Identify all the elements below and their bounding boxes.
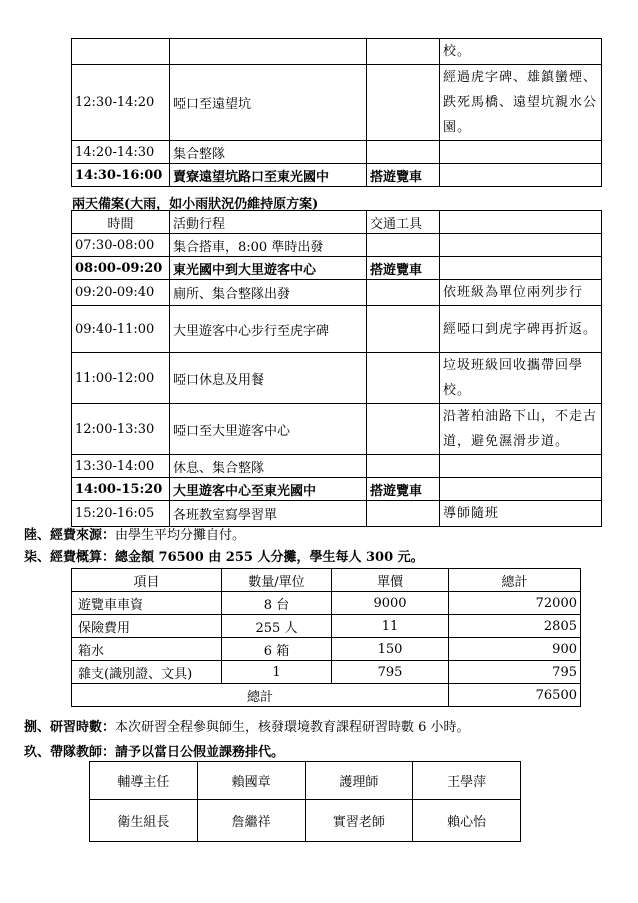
schedule-time-cell: 13:30-14:00 <box>72 455 170 478</box>
budget-row <box>72 615 581 638</box>
leaders <box>24 741 284 760</box>
staff-name-cell: 賴心怡 <box>413 800 521 842</box>
study-hours-text: 本次研習全程參與師生，核發環境教育課程研習時數 6 小時。 <box>115 720 470 735</box>
schedule-activity-cell: 大里遊客中心步行至虎字碑 <box>170 306 367 353</box>
schedule-note-cell <box>440 164 602 187</box>
schedule-activity-cell: 啞口至大里遊客中心 <box>170 404 367 455</box>
schedule-note-cell <box>440 234 602 257</box>
staff-name-cell: 詹繼祥 <box>197 800 305 842</box>
schedule-activity-cell: 休息、集合整隊 <box>170 455 367 478</box>
budget-cell: 雜支(識別證、文具) <box>72 661 222 684</box>
schedule-transport-cell <box>367 141 440 164</box>
schedule-transport-cell <box>367 306 440 353</box>
schedule-activity-cell: 集合整隊 <box>170 141 367 164</box>
schedule-note-cell: 經過虎字碑、雄鎮蠻煙、跌死馬橋、遠望坑親水公園。 <box>440 65 602 141</box>
budget-header-cell: 項目 <box>72 569 222 592</box>
schedule-row <box>72 65 602 141</box>
schedule-activity-cell: 賣寮遠望坑路口至東光國中 <box>170 164 367 187</box>
schedule-note-cell <box>440 478 602 501</box>
schedule-time-cell: 12:00-13:30 <box>72 404 170 455</box>
schedule-row <box>72 39 602 65</box>
staff-name-cell: 王學萍 <box>413 762 521 800</box>
schedule-row <box>72 455 602 478</box>
schedule-note-cell: 導師隨班 <box>440 501 602 527</box>
schedule-transport-cell <box>367 65 440 141</box>
schedule-transport-cell <box>367 501 440 527</box>
schedule-activity-cell: 集合搭車，8:00 準時出發 <box>170 234 367 257</box>
schedule-activity-cell: 大里遊客中心至東光國中 <box>170 478 367 501</box>
header-time: 時間 <box>72 211 170 234</box>
staff-name-cell: 賴國章 <box>197 762 305 800</box>
budget-cell: 900 <box>449 638 581 661</box>
schedule-time-cell: 11:00-12:00 <box>72 353 170 404</box>
budget-cell: 255 人 <box>222 615 332 638</box>
schedule-note-cell: 依班級為單位兩列步行 <box>440 280 602 306</box>
schedule-row <box>72 164 602 187</box>
budget-cell: 保險費用 <box>72 615 222 638</box>
schedule-transport-cell: 搭遊覽車 <box>367 257 440 280</box>
rain-schedule-table <box>71 210 602 527</box>
schedule-transport-cell <box>367 455 440 478</box>
rain-header-row <box>72 211 602 234</box>
schedule-transport-cell <box>367 404 440 455</box>
schedule-transport-cell <box>367 234 440 257</box>
budget-header-cell: 單價 <box>332 569 449 592</box>
study-hours <box>24 716 470 735</box>
budget-cell: 1 <box>222 661 332 684</box>
schedule-row <box>72 501 602 527</box>
schedule-note-cell <box>440 257 602 280</box>
schedule-table <box>71 38 602 187</box>
header-activity: 活動行程 <box>170 211 367 234</box>
funding-source-label: 陸、經費來源： <box>24 528 116 543</box>
budget-total-label: 總計 <box>72 684 449 707</box>
schedule-note-cell: 垃圾班級回收攜帶回學校。 <box>440 353 602 404</box>
budget-cell: 795 <box>332 661 449 684</box>
funding-source-text: 由學生平均分攤自付。 <box>115 528 246 543</box>
schedule-time-cell: 14:00-15:20 <box>72 478 170 501</box>
budget-cell: 9000 <box>332 592 449 615</box>
schedule-activity-cell: 各班教室寫學習單 <box>170 501 367 527</box>
schedule-time-cell: 08:00-09:20 <box>72 257 170 280</box>
budget-cell: 2805 <box>449 615 581 638</box>
budget-cell: 72000 <box>449 592 581 615</box>
schedule-note-cell: 沿著柏油路下山，不走古道，避免濕滑步道。 <box>440 404 602 455</box>
rain-plan-heading: 兩天備案(大雨，如小雨狀況仍維持原方案) <box>72 197 319 212</box>
budget-total-value: 76500 <box>449 684 581 707</box>
schedule-time-cell: 15:20-16:05 <box>72 501 170 527</box>
schedule-row <box>72 257 602 280</box>
budget-header-cell: 總計 <box>449 569 581 592</box>
budget-cell: 遊覽車車資 <box>72 592 222 615</box>
budget-row <box>72 661 581 684</box>
schedule-transport-cell: 搭遊覽車 <box>367 478 440 501</box>
header-note <box>440 211 602 234</box>
schedule-row <box>72 478 602 501</box>
schedule-row <box>72 234 602 257</box>
schedule-activity-cell: 啞口休息及用餐 <box>170 353 367 404</box>
budget-cell: 箱水 <box>72 638 222 661</box>
funding-source <box>24 524 245 543</box>
schedule-note-cell: 經啞口到虎字碑再折返。 <box>440 306 602 353</box>
schedule-time-cell: 12:30-14:20 <box>72 65 170 141</box>
schedule-transport-cell <box>367 353 440 404</box>
schedule-time-cell <box>72 39 170 65</box>
budget-cell: 150 <box>332 638 449 661</box>
schedule-time-cell: 09:40-11:00 <box>72 306 170 353</box>
schedule-time-cell: 09:20-09:40 <box>72 280 170 306</box>
budget-total-row <box>72 684 581 707</box>
schedule-note-cell <box>440 141 602 164</box>
budget-summary: 柒、經費概算：總金額 76500 由 255 人分攤，學生每人 300 元。 <box>24 550 424 565</box>
budget-row <box>72 592 581 615</box>
staff-role-cell: 輔導主任 <box>90 762 198 800</box>
schedule-activity-cell: 廁所、集合整隊出發 <box>170 280 367 306</box>
schedule-row <box>72 141 602 164</box>
budget-cell: 6 箱 <box>222 638 332 661</box>
budget-cell: 11 <box>332 615 449 638</box>
leaders-text: 請予以當日公假並課務排代。 <box>115 745 285 760</box>
schedule-time-cell: 07:30-08:00 <box>72 234 170 257</box>
schedule-activity-cell: 東光國中到大里遊客中心 <box>170 257 367 280</box>
staff-table <box>89 761 521 842</box>
schedule-note-cell: 校。 <box>440 39 602 65</box>
budget-cell: 8 台 <box>222 592 332 615</box>
schedule-row <box>72 306 602 353</box>
schedule-time-cell: 14:30-16:00 <box>72 164 170 187</box>
schedule-transport-cell <box>367 280 440 306</box>
schedule-row <box>72 280 602 306</box>
header-transport: 交通工具 <box>367 211 440 234</box>
schedule-transport-cell: 搭遊覽車 <box>367 164 440 187</box>
schedule-row <box>72 353 602 404</box>
staff-role-cell: 實習老師 <box>305 800 413 842</box>
budget-header-cell: 數量/單位 <box>222 569 332 592</box>
study-hours-label: 捌、研習時數： <box>24 720 116 735</box>
staff-role-cell: 衛生組長 <box>90 800 198 842</box>
schedule-note-cell <box>440 455 602 478</box>
leaders-label: 玖、帶隊教師： <box>24 745 116 760</box>
schedule-activity-cell: 啞口至遠望坑 <box>170 65 367 141</box>
staff-row <box>90 800 521 842</box>
staff-row <box>90 762 521 800</box>
budget-table <box>71 568 581 707</box>
budget-cell: 795 <box>449 661 581 684</box>
budget-header-row <box>72 569 581 592</box>
schedule-row <box>72 404 602 455</box>
schedule-activity-cell <box>170 39 367 65</box>
schedule-time-cell: 14:20-14:30 <box>72 141 170 164</box>
schedule-transport-cell <box>367 39 440 65</box>
budget-row <box>72 638 581 661</box>
staff-role-cell: 護理師 <box>305 762 413 800</box>
